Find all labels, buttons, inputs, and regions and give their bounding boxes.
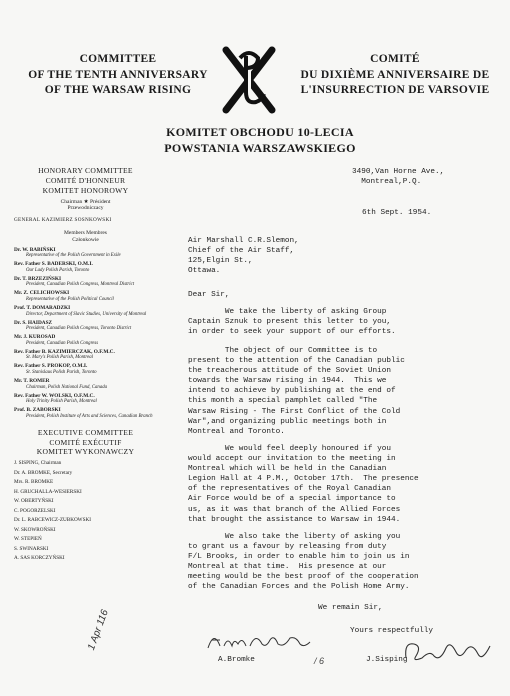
letter-date: 6th Sept. 1954. — [362, 209, 432, 217]
letterhead-fr-line3: L'INSURRECTION DE VARSOVIE — [300, 84, 490, 97]
member-role: Director, Department of Slavic Studies, University of Montreal — [26, 311, 147, 317]
executive-member: W. OBERTYŃSKI — [14, 498, 54, 505]
member-name: Rev. Father S. BADERSKI, O.M.I. — [14, 261, 93, 268]
letterhead-french — [290, 52, 500, 99]
executive-members-list — [8, 460, 163, 562]
member-role: Holy Trinity Polish Parish, Montreal — [26, 399, 97, 405]
honorary-member — [14, 276, 163, 289]
member-role: St. Stanislaus Polish Parish, Toronto — [26, 369, 97, 375]
signer-bromke: A.Bromke — [218, 656, 255, 664]
member-name: Dr. T. BRZEZIŃSKI — [14, 275, 62, 282]
letterhead-fr-line1: COMITÉ — [370, 53, 420, 65]
honorary-member — [14, 320, 163, 333]
honorary-member — [14, 305, 163, 318]
letterhead-pl-line2: POWSTANIA WARSZAWSKIEGO — [164, 141, 356, 156]
letterhead-en-line2: OF THE TENTH ANNIVERSARY — [28, 68, 208, 81]
salutation: Dear Sir, — [188, 291, 230, 299]
committee-sidebar — [8, 166, 163, 562]
member-name: Mr. T. ROMER — [14, 377, 50, 384]
member-role: Chairman, Polish National Fund, Canada — [26, 384, 108, 390]
member-name: Mr. Z. CELICHOWSKI — [14, 290, 70, 297]
member-name: Dr. S. HAIDASZ — [14, 319, 53, 326]
honorary-member — [14, 334, 163, 347]
member-name: Prof. T. DOMARADZKI — [14, 304, 71, 311]
executive-member: W. SKOWROŃSKI — [14, 526, 56, 533]
executive-member: J. SISPING, Chairman — [14, 460, 62, 467]
letterhead-english — [18, 52, 218, 99]
paragraph-2: The object of our Committee is to present to the attention of the Canadian public the treacherous attitude of the Soviet Union towards the Warsaw rising in 1944. This we intend to achieve by publishing at the end of this month a special pamphlet called "The Warsaw Rising - The First Conflict of the Cold War",and organizing public meetings both in Montreal and Toronto. — [188, 347, 405, 436]
closing-line: We remain Sir, — [318, 604, 383, 612]
member-role: Representative of the Polish Political Council — [26, 296, 114, 302]
honorary-member — [14, 378, 163, 391]
paragraph-1: We take the liberty of asking Group Captain Sznuk to present this letter to you, in order to seek your support of our efforts. — [188, 308, 396, 337]
executive-member: H. GRUCHALLA-WESIERSKI — [14, 488, 82, 495]
member-name: Rev. Father W. WOLSKI, O.F.M.C. — [14, 392, 95, 399]
member-role: President, Canadian Polish Congress — [26, 340, 99, 346]
member-name: Mr. J. KUROSAD — [14, 334, 56, 341]
member-name: Prof. B. ZABORSKI — [14, 407, 61, 414]
executive-committee-title: EXECUTIVE COMMITTEE COMITÉ EXÉCUTIF KOMITET WYKONAWCZY — [36, 427, 135, 457]
honorary-member — [14, 247, 163, 260]
complimentary-close: Yours respectfully — [350, 627, 434, 635]
executive-member: Dr. A. BROMKE, Secretary — [14, 469, 73, 476]
honorary-member — [14, 393, 163, 406]
honorary-member — [14, 407, 163, 420]
member-name: Rev. Father S. PROKOP, O.M.I. — [14, 363, 88, 370]
members-label: Members Membres Członkowie — [64, 229, 107, 243]
recipient-address: Air Marshall C.R.Slemon, Chief of the Air Staff, 125,Elgin St., Ottawa. — [188, 237, 299, 276]
letterhead-en-line3: OF THE WARSAW RISING — [44, 84, 192, 97]
member-role: Representative of the Polish Government in Exile — [26, 253, 121, 259]
chairman-label: Chairman ★ Président Przewodniczacy — [60, 198, 111, 212]
honorary-committee-title: HONORARY COMMITTEE COMITÉ D'HONNEUR KOMITET HONOROWY — [38, 166, 133, 195]
sender-address: 3490,Van Horne Ave., Montreal,P.Q. — [352, 168, 445, 187]
letterhead-fr-line2: DU DIXIÈME ANNIVERSAIRE DE — [300, 68, 490, 81]
member-role: President, Canadian Polish Congress, Toronto District — [26, 326, 132, 332]
letterhead-en-line1: COMMITTEE — [79, 53, 157, 65]
general-name: GENERAL KAZIMIERZ SOSNKOWSKI — [14, 217, 112, 224]
executive-member: C. POGORZELSKI — [14, 507, 56, 514]
letterhead-polish — [110, 124, 410, 156]
handwritten-margin-note: 1 Apr 116 — [86, 608, 111, 652]
bromke-signature-icon — [204, 628, 314, 654]
signer-sisping: J.Sisping — [366, 656, 408, 664]
honorary-member — [14, 290, 163, 303]
paragraph-4: We also take the liberty of asking you to grant us a favour by releasing from duty F/L Brooks, in order to enable him to join us in Montreal at that time. His presence at our meeting would be the best proof of the cooperation of the Canadian Forces and the Polish Home Army. — [188, 533, 419, 592]
handwritten-page-mark: / 6 — [314, 656, 325, 666]
executive-member: W. STEPIEŃ — [14, 536, 42, 543]
member-role: President, Canadian Polish Congress, Montreal District — [26, 282, 135, 288]
executive-member: Dr. L. RABCEWICZ-ZUBKOWSKI — [14, 517, 91, 524]
honorary-member — [14, 349, 163, 362]
member-role: Our Lady Polish Parish, Toronto — [26, 267, 90, 273]
executive-member: Mrs. R. BROMKE — [14, 479, 54, 486]
honorary-members-list — [8, 247, 163, 420]
paragraph-3: We would feel deeply honoured if you would accept our invitation to the meeting in Montreal which will be held in the Canadian Legion Hall at 4 P.M., October 17th. The presence of the representatives of the Royal Canadian Air Force would be of a special importance to us, as it was that branch of the Allied Forces that brought the assistance to Warsaw in 1944. — [188, 445, 419, 524]
anchor-emblem-icon — [218, 44, 280, 116]
letterhead-pl-line1: KOMITET OBCHODU 10-LECIA — [166, 125, 354, 139]
executive-member: A. SAS KORCZYŃSKI — [14, 555, 65, 562]
member-name: Rev. Father B. KAZIMIERCZAK, O.F.M.C. — [14, 348, 115, 355]
member-name: Dr. W. BABIŃSKI — [14, 246, 56, 253]
member-role: President, Polish Institute of Arts and Sciences, Canadian Branch — [26, 413, 153, 419]
honorary-member — [14, 261, 163, 274]
member-role: St. Mary's Polish Parish, Montreal — [26, 355, 93, 361]
honorary-member — [14, 363, 163, 376]
executive-member: S. SWINARSKI — [14, 545, 49, 552]
sisping-signature-icon — [400, 636, 496, 666]
